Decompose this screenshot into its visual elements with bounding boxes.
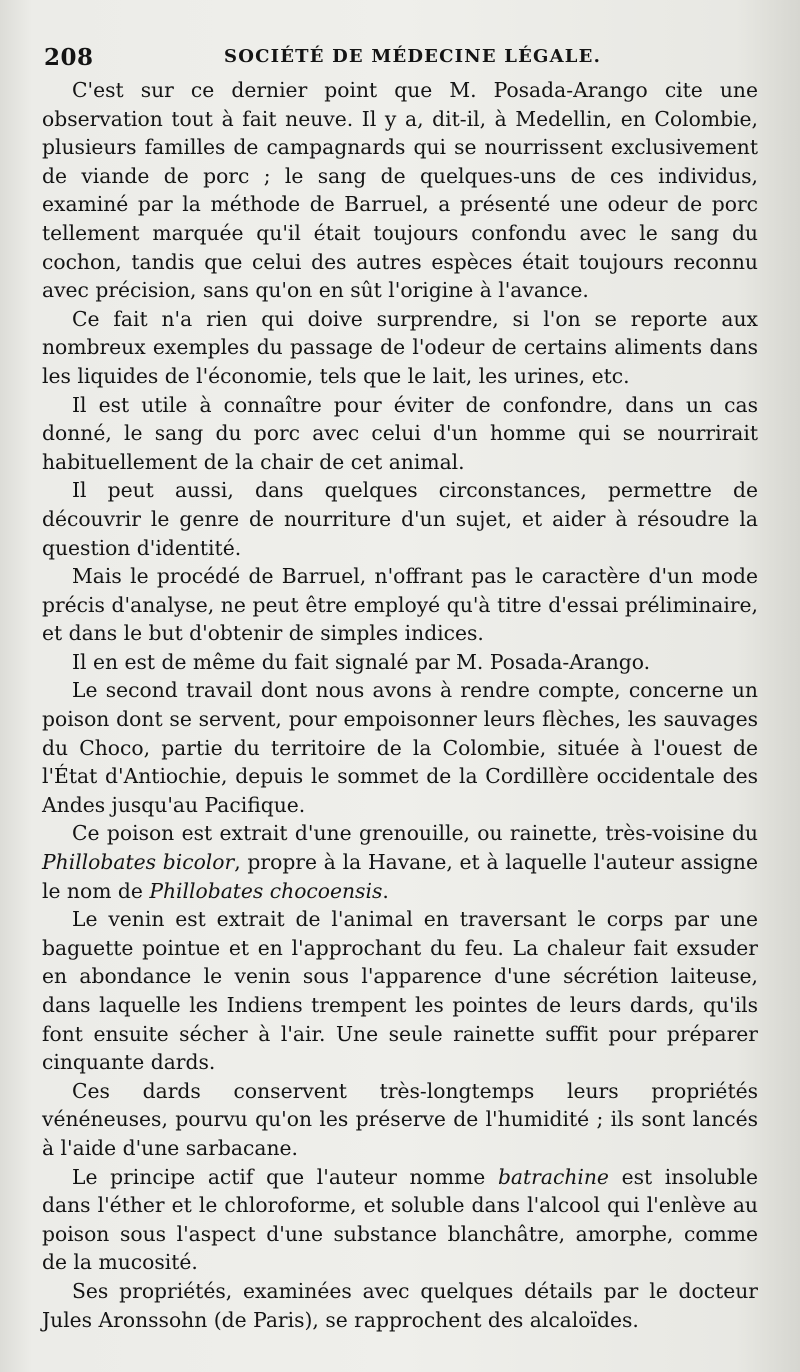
paragraph-2: Ce fait n'a rien qui doive surprendre, si l'on se reporte aux nombreux exemples du passage de l'odeur de certains aliments dans les liquides de l'économie, tels que le lait, les urines, etc. [42,306,758,388]
paragraph-11-text-c: est insoluble dans l'éther et le chloroforme, et soluble dans l'alcool qui l'enlève au poison sous l'aspect d'une substance blanchâtre, amorphe, comme de la mucosité. [42,1164,758,1275]
body-text [42,76,758,1334]
paragraph-6: Il en est de même du fait signalé par M. Posada-Arango. [72,649,651,674]
paragraph-5: Mais le procédé de Barruel, n'offrant pas le caractère d'un mode précis d'analyse, ne peut être employé qu'à titre d'essai préliminaire, et dans le but d'obtenir de simples indices. [42,564,758,646]
term-batrachine: batrachine [497,1164,609,1189]
species-name-bicolor: Phillobates bicolor [42,850,235,875]
page-number: 208 [44,44,94,71]
paragraph-9: Le venin est extrait de l'animal en traversant le corps par une baguette pointue et en l'approchant du feu. La chaleur fait exsuder en abondance le venin sous l'apparence d'une sécrétion laiteuse, dans laquelle les Indiens trempent les pointes de leurs dards, qu'ils font ensuite sécher à l'air. Une seule rainette suffit pour préparer cinquante dards. [42,907,758,1075]
paragraph-3: Il est utile à connaître pour éviter de confondre, dans un cas donné, le sang du porc avec celui d'un homme qui se nourrirait habituellement de la chair de cet animal. [42,392,758,474]
paragraph-4: Il peut aussi, dans quelques circonstances, permettre de découvrir le genre de nourriture d'un sujet, et aider à résoudre la question d'identité. [42,478,758,560]
paragraph-12: Ses propriétés, examinées avec quelques détails par le docteur Jules Aronssohn (de Paris), se rapprochent des alcaloïdes. [42,1278,758,1332]
paragraph-10: Ces dards conservent très-longtemps leurs propriétés vénéneuses, pourvu qu'on les préserve de l'humidité ; ils sont lancés à l'aide d'une sarbacane. [42,1078,758,1160]
paragraph-8-text-a: Ce poison est extrait d'une grenouille, ou rainette, très-voisine du [72,821,758,846]
paragraph-7: Le second travail dont nous avons à rendre compte, concerne un poison dont se servent, pour empoisonner leurs flèches, les sauvages du Choco, partie du territoire de la Colombie, située à l'ouest de l'État d'Antiochie, depuis le sommet de la Cordillère occidentale des Andes jusqu'au Pacifique. [42,678,758,817]
paragraph-8-text-e: . [382,878,389,903]
species-name-chocoensis: Phillobates chocoensis [149,878,383,903]
paragraph-8-text-c: , propre à la Havane, et à laquelle l'auteur assigne le nom de [42,850,759,903]
paragraph-8 [42,819,758,905]
paragraph-1: C'est sur ce dernier point que M. Posada-Arango cite une observation tout à fait neuve. Il y a, dit-il, à Medellin, en Colombie, plusieurs familles de campagnards qui se nourrissent exclusivement de viande de porc ; le sang de quelques-uns de ces individus, examiné par la méthode de Barruel, a présenté une odeur de porc tellement marquée qu'il était toujours confondu avec le sang du cochon, tandis que celui des autres espèces était toujours reconnu avec précision, sans qu'on en sût l'origine à l'avance. [42,78,758,303]
running-head [44,36,758,76]
paragraph-11 [42,1163,758,1277]
paragraph-11-text-a: Le principe actif que l'auteur nomme [72,1164,498,1189]
running-title: SOCIÉTÉ DE MÉDECINE LÉGALE. [224,46,602,67]
